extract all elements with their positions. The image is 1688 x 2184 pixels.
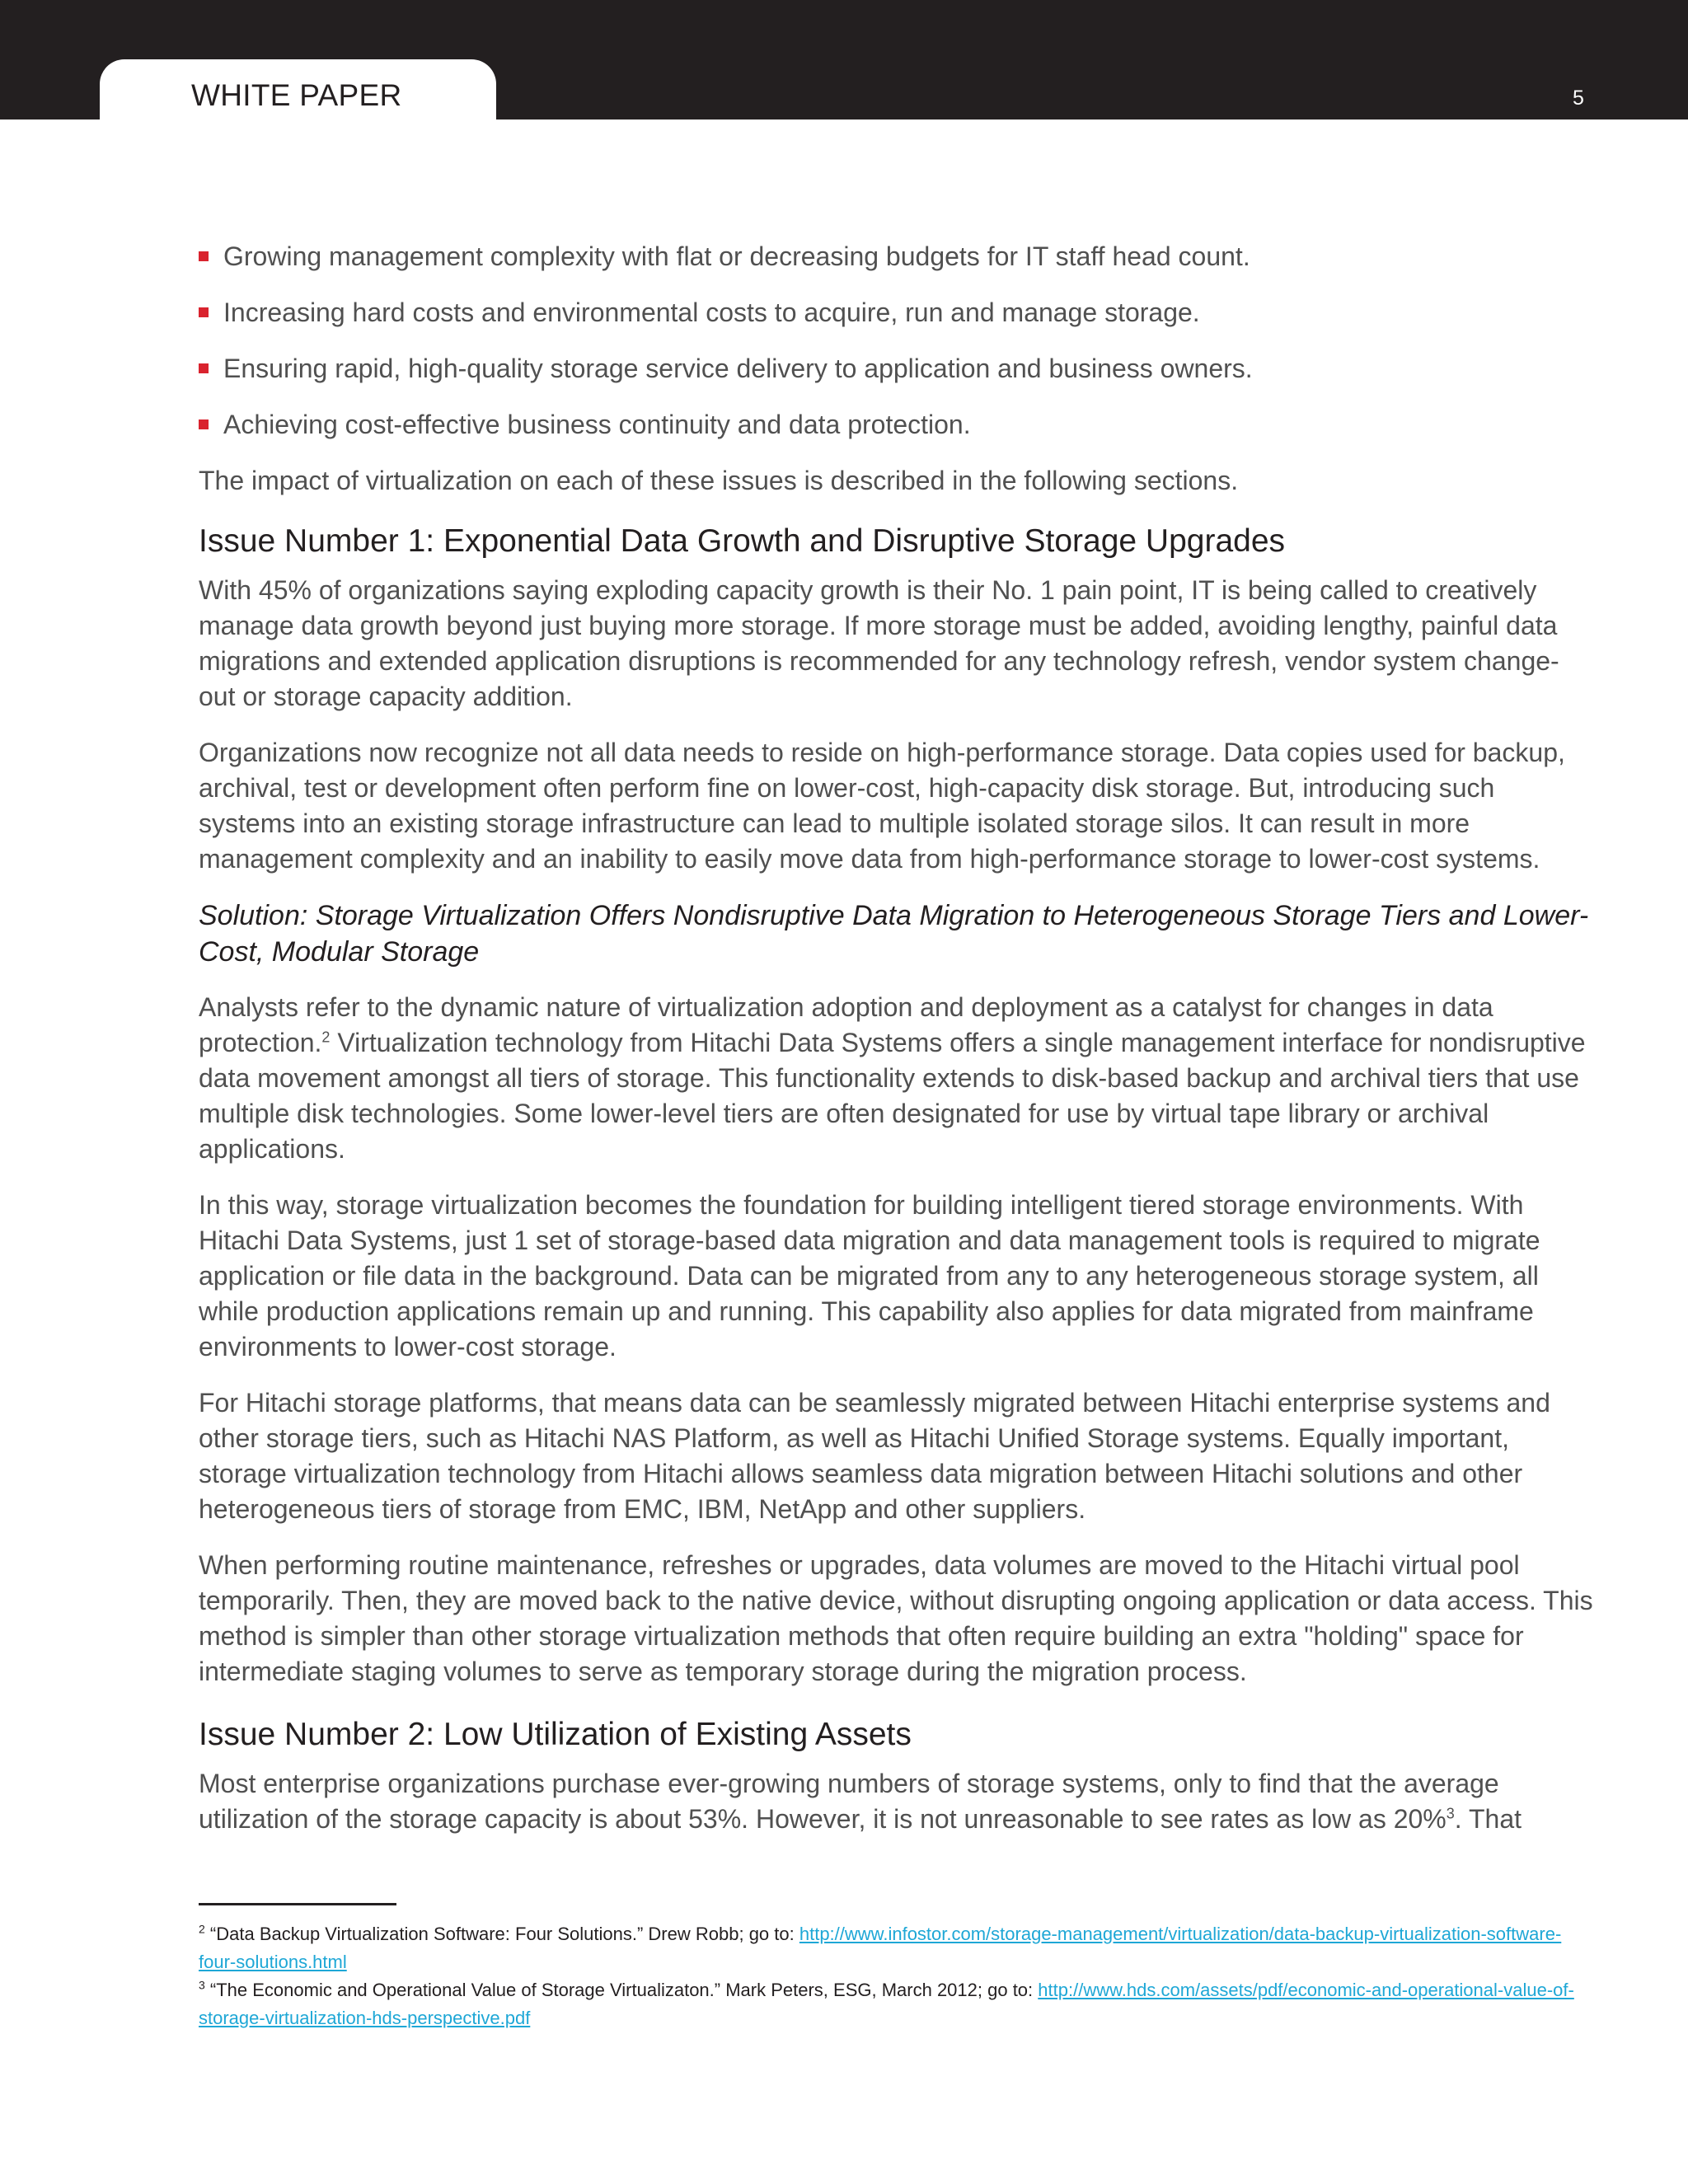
issue-1-heading: Issue Number 1: Exponential Data Growth and Disruptive Storage Upgrades (199, 523, 1286, 559)
footnotes (199, 1903, 1596, 2032)
footnote-divider (199, 1903, 396, 1905)
paragraph-text: Virtualization technology from Hitachi Data Systems offers a single management interface for nondisruptive data movement amongst all tiers of storage. This functionality extends to disk-based backup and archival tiers that use multiple disk technologies. Some lower-level tiers are often designated for use by virtual tape library or archival applications. (199, 1028, 1586, 1164)
bullet-square-icon (199, 363, 209, 373)
issue-1-paragraph-1: With 45% of organizations saying exploding capacity growth is their No. 1 pain point, IT is being called to creatively manage data growth beyond just buying more storage. If more storage must be added, avoiding lengthy, painful data migrations and extended application disruptions is recommended for any technology refresh, vendor system change-out or storage capacity addition. (199, 575, 1559, 711)
list-item (199, 295, 1596, 330)
solution-subheading: Solution: Storage Virtualization Offers Nondisruptive Data Migration to Heterogeneous Storage Tiers and Lower-Cost, Modular Storage (199, 900, 1589, 968)
list-item-text: Ensuring rapid, high-quality storage service delivery to application and business owners. (223, 354, 1253, 383)
footnote-text: “Data Backup Virtualization Software: Four Solutions.” Drew Robb; go to: (204, 1924, 799, 1944)
bullet-square-icon (199, 419, 209, 429)
issue-1-paragraph-6: When performing routine maintenance, refreshes or upgrades, data volumes are moved to the Hitachi virtual pool temporarily. Then, they are moved back to the native device, without disrupting ongoing application or data access. This method is simpler than other storage virtualization methods that often require building an extra "holding" space for intermediate staging volumes to serve as temporary storage during the migration process. (199, 1550, 1593, 1686)
list-item-text: Growing management complexity with flat or decreasing budgets for IT staff head count. (223, 241, 1250, 271)
intro-paragraph: The impact of virtualization on each of these issues is described in the following sections. (199, 466, 1239, 495)
main-content (199, 239, 1596, 1837)
bullet-square-icon (199, 251, 209, 261)
footnote-2 (199, 1920, 1596, 1976)
footnote-2-link[interactable]: http://www.infostor.com/storage-management/virtualization/data-backup-virtualization-software-four-solutions.html (199, 1924, 1562, 1972)
list-item (199, 239, 1596, 274)
page-number: 5 (1573, 87, 1584, 110)
challenge-list (199, 239, 1596, 443)
issue-1-paragraph-3 (199, 990, 1596, 1167)
list-item-text: Increasing hard costs and environmental costs to acquire, run and manage storage. (223, 298, 1200, 327)
document-type-label: WHITE PAPER (191, 78, 402, 112)
footnote-ref-2: 2 (321, 1029, 331, 1046)
issue-2-heading: Issue Number 2: Low Utilization of Existing Assets (199, 1717, 912, 1752)
issue-2-paragraph-1 (199, 1766, 1596, 1837)
bullet-square-icon (199, 307, 209, 317)
paragraph-text: Analysts refer to the dynamic nature of virtualization adoption and deployment as a catalyst for changes in data protection. (199, 992, 1493, 1057)
issue-1-paragraph-5: For Hitachi storage platforms, that means data can be seamlessly migrated between Hitachi enterprise systems and other storage tiers, such as Hitachi NAS Platform, as well as Hitachi Unified Storage systems. Equally important, storage virtualization technology from Hitachi allows seamless data migration between Hitachi solutions and other heterogeneous tiers of storage from EMC, IBM, NetApp and other suppliers. (199, 1388, 1550, 1524)
footnote-3-link[interactable]: http://www.hds.com/assets/pdf/economic-and-operational-value-of-storage-virtualization-hds-perspective.pdf (199, 1980, 1574, 2028)
paragraph-text: . That (1454, 1804, 1522, 1834)
footnote-3 (199, 1976, 1596, 2032)
footnote-number: 2 (199, 1922, 205, 1936)
footnote-text: “The Economic and Operational Value of Storage Virtualizaton.” Mark Peters, ESG, March 2012; go to: (204, 1980, 1039, 2000)
footnote-ref-3: 3 (1446, 1805, 1455, 1822)
list-item-text: Achieving cost-effective business continuity and data protection. (223, 410, 971, 439)
issue-1-paragraph-2: Organizations now recognize not all data needs to reside on high-performance storage. Data copies used for backup, archival, test or development often perform fine on lower-cost, high-capacity disk storage. But, introducing such systems into an existing storage infrastructure can lead to multiple isolated storage silos. It can result in more management complexity and an inability to easily move data from high-performance storage to lower-cost systems. (199, 738, 1565, 874)
issue-1-paragraph-4: In this way, storage virtualization becomes the foundation for building intelligent tiered storage environments. With Hitachi Data Systems, just 1 set of storage-based data migration and data management tools is required to migrate application or file data in the background. Data can be migrated from any to any heterogeneous storage system, all while production applications remain up and running. This capability also applies for data migrated from mainframe environments to lower-cost storage. (199, 1190, 1540, 1361)
footnote-number: 3 (199, 1978, 205, 1992)
list-item (199, 351, 1596, 387)
paragraph-text: Most enterprise organizations purchase ever-growing numbers of storage systems, only to find that the average utilization of the storage capacity is about 53%. However, it is not unreasonable to see rates as low as 20% (199, 1769, 1499, 1834)
list-item (199, 407, 1596, 443)
